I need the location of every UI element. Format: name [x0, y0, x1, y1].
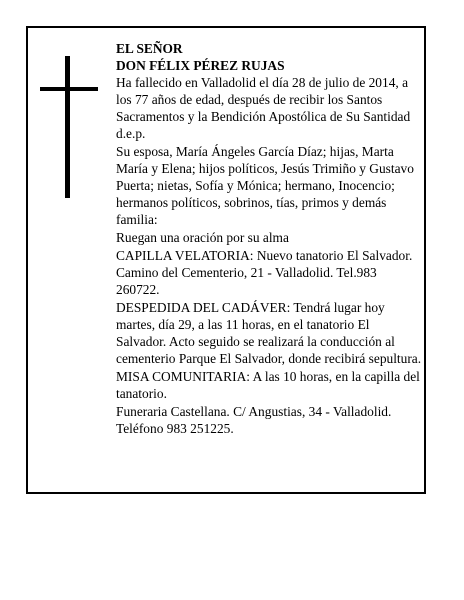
- obituary-notice: [26, 26, 426, 494]
- deceased-honorific: EL SEÑOR: [116, 41, 183, 56]
- cross-horizontal-bar: [40, 87, 98, 91]
- notice-body: [116, 40, 422, 438]
- latin-cross-icon: [40, 56, 98, 198]
- family-list: Su esposa, María Ángeles García Díaz; hijas, Marta María y Elena; hijos políticos, Jesús Trimiño y Gustavo Puerta; nietas, Sofía y Mónica; hermano, Inocencio; hermanos políticos, sobrinos, tías, primos y demás familia:: [116, 144, 414, 227]
- prayer-request: Ruegan una oración por su alma: [116, 230, 289, 245]
- community-mass-info: MISA COMUNITARIA: A las 10 horas, en la capilla del tanatorio.: [116, 369, 420, 401]
- deceased-name: DON FÉLIX PÉREZ RUJAS: [116, 58, 285, 73]
- funeral-farewell-info: DESPEDIDA DEL CADÁVER: Tendrá lugar hoy martes, día 29, a las 11 horas, en el tanatorio El Salvador. Acto seguido se realizará la conducción al cementerio Parque El Salvador, donde recibirá sepultura.: [116, 300, 422, 366]
- funeral-home-contact: Funeraria Castellana. C/ Angustias, 34 - Valladolid. Teléfono 983 251225.: [116, 404, 392, 436]
- death-announcement: Ha fallecido en Valladolid el día 28 de julio de 2014, a los 77 años de edad, después de recibir los Santos Sacramentos y la Bendición Apostólica de Su Santidad d.e.p.: [116, 75, 411, 141]
- cross-vertical-bar: [65, 56, 70, 198]
- wake-chapel-info: CAPILLA VELATORIA: Nuevo tanatorio El Salvador. Camino del Cementerio, 21 - Valladolid. Tel.983 260722.: [116, 248, 413, 297]
